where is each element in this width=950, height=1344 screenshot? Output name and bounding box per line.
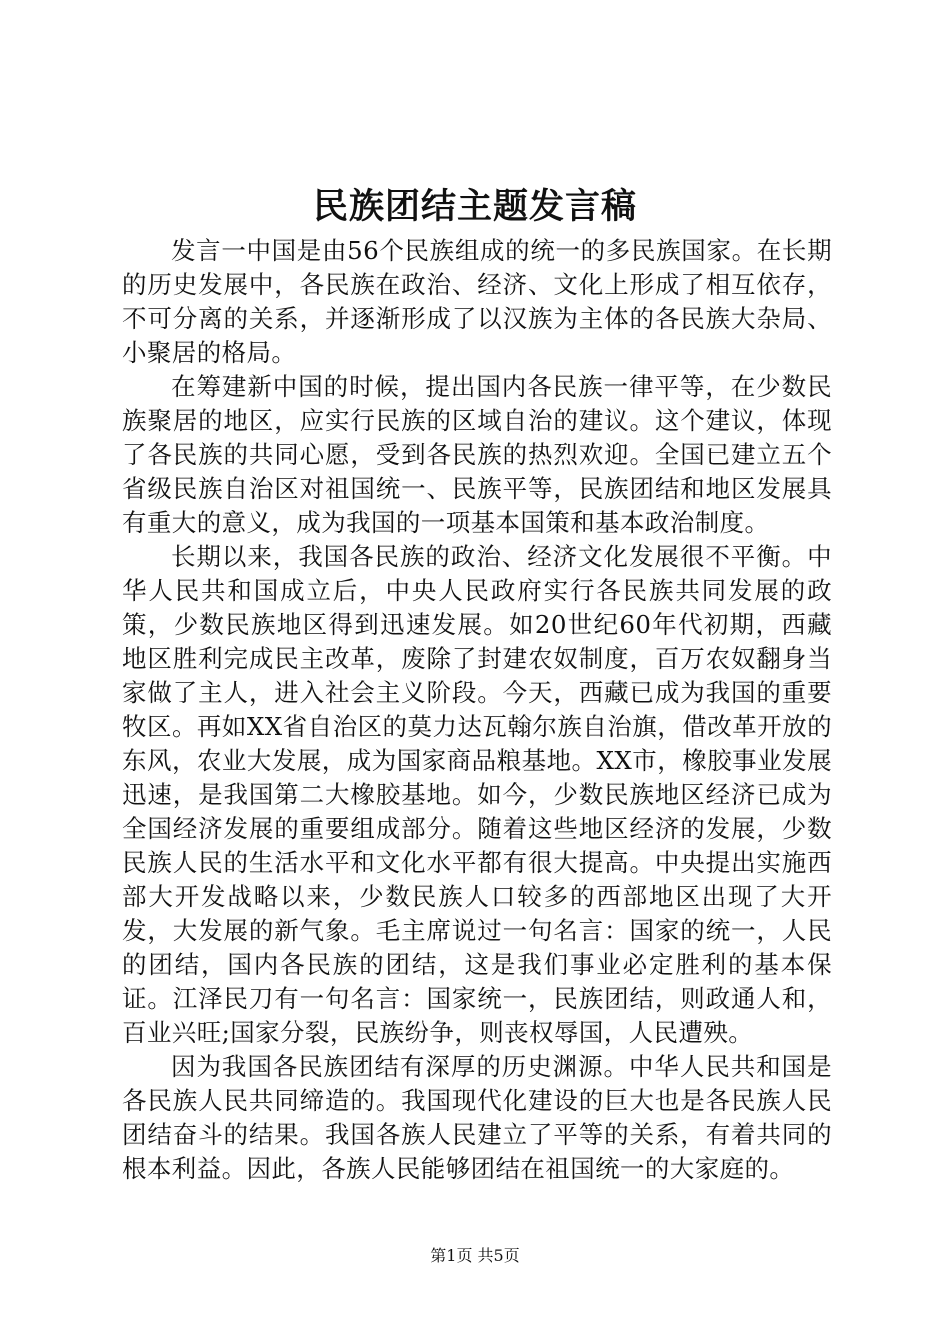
document-body: [122, 234, 832, 1186]
paragraph-4: 因为我国各民族团结有深厚的历史渊源。中华人民共和国是各民族人民共同缔造的。我国现代化建设的巨大也是各民族人民团结奋斗的结果。我国各族人民建立了平等的关系，有着共同的根本利益。因此，各族人民能够团结在祖国统一的大家庭的。: [122, 1052, 832, 1183]
document-title: 民族团结主题发言稿: [312, 186, 637, 227]
paragraph-2: 在筹建新中国的时候，提出国内各民族一律平等，在少数民族聚居的地区，应实行民族的区域自治的建议。这个建议，体现了各民族的共同心愿，受到各民族的热烈欢迎。全国已建立五个省级民族自治区对祖国统一、民族平等，民族团结和地区发展具有重大的意义，成为我国的一项基本国策和基本政治制度。: [122, 372, 832, 537]
paragraph-3: 长期以来，我国各民族的政治、经济文化发展很不平衡。中华人民共和国成立后，中央人民政府实行各民族共同发展的政策，少数民族地区得到迅速发展。如20世纪60年代初期，西藏地区胜利完成民主改革，废除了封建农奴制度，百万农奴翻身当家做了主人，进入社会主义阶段。今天，西藏已成为我国的重要牧区。再如XX省自治区的莫力达瓦翰尔族自治旗，借改革开放的东风，农业大发展，成为国家商品粮基地。XX市，橡胶事业发展迅速，是我国第二大橡胶基地。如今，少数民族地区经济已成为全国经济发展的重要组成部分。随着这些地区经济的发展，少数民族人民的生活水平和文化水平都有很大提高。中央提出实施西部大开发战略以来，少数民族人口较多的西部地区出现了大开发，大发展的新气象。毛主席说过一句名言：国家的统一，人民的团结，国内各民族的团结，这是我们事业必定胜利的基本保证。江泽民刀有一句名言：国家统一，民族团结，则政通人和，百业兴旺;国家分裂，民族纷争，则丧权辱国，人民遭殃。: [122, 542, 832, 1047]
paragraph-1: 发言一中国是由56个民族组成的统一的多民族国家。在长期的历史发展中，各民族在政治、经济、文化上形成了相互依存，不可分离的关系，并逐渐形成了以汉族为主体的各民族大杂局、小聚居的格局。: [122, 236, 832, 367]
page-number-footer: 第1页 共5页: [430, 1246, 520, 1265]
